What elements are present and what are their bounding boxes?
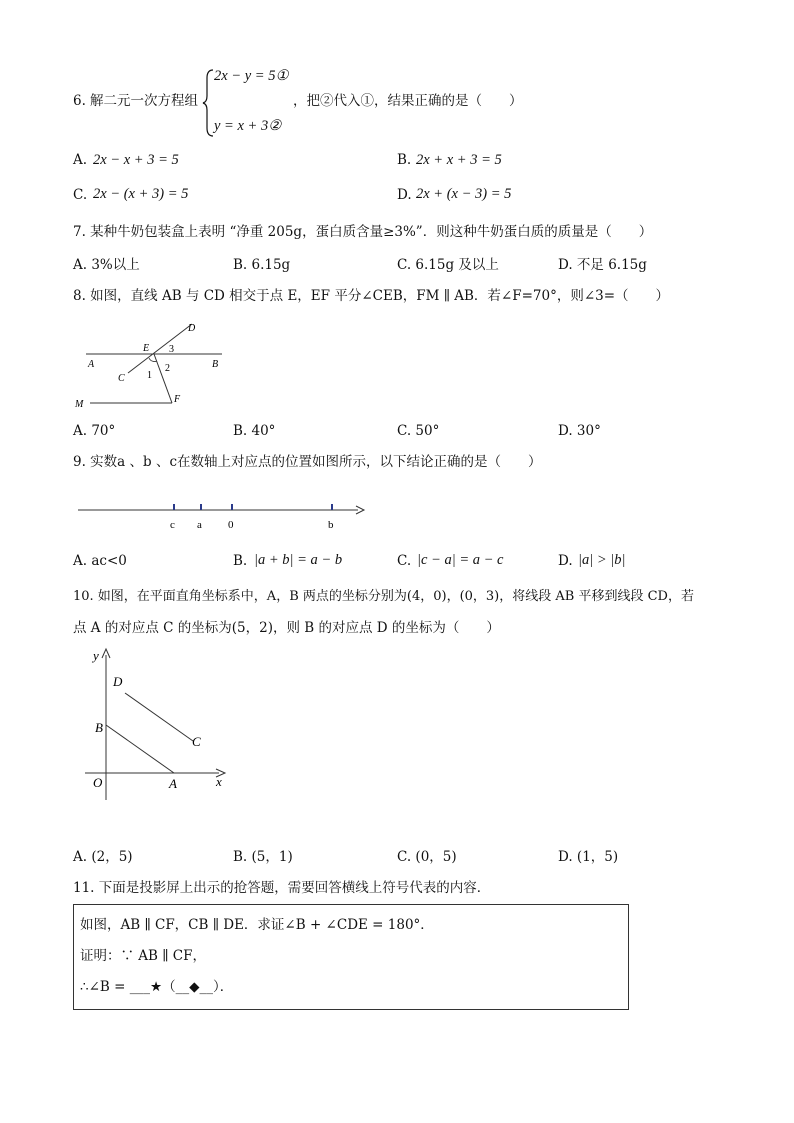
q8-label-d: D bbox=[188, 323, 196, 334]
q6-stem-a: 解二元一次方程组 bbox=[90, 93, 198, 109]
q8-figure bbox=[70, 318, 230, 413]
q6-stem-b: ，把②代入①，结果正确的是（ ） bbox=[293, 93, 523, 109]
q8-label-b: B bbox=[212, 359, 219, 370]
q8-option-a: A. 70° bbox=[73, 423, 116, 439]
q6-option-a: 2x − x + 3 = 5 bbox=[93, 152, 179, 168]
q6-option-d-label: D. bbox=[397, 187, 412, 203]
q10-option-c: C. (0，5) bbox=[397, 849, 457, 865]
q11-box-line-1: 如图，AB ∥ CF，CB ∥ DE．求证∠B + ∠CDE = 180°． bbox=[80, 917, 434, 933]
q6-option-b: 2x + x + 3 = 5 bbox=[416, 152, 502, 168]
q10-label-c: C bbox=[192, 734, 201, 749]
q9-option-c: |c − a| = a − c bbox=[417, 552, 504, 568]
q7-stem: 7. 某种牛奶包装盒上表明 “净重 205g，蛋白质含量≥3%”．则这种牛奶蛋白质的质量是（ ） bbox=[73, 224, 653, 240]
q8-option-d: D. 30° bbox=[558, 423, 601, 439]
q6-option-a-label: A. bbox=[73, 152, 88, 168]
q9-label-0: 0 bbox=[228, 519, 234, 531]
q7-option-d: D. 不足 6.15g bbox=[558, 257, 647, 273]
q8-label-a: A bbox=[88, 359, 95, 370]
q11-stem: 11. 下面是投影屏上出示的抢答题，需要回答横线上符号代表的内容． bbox=[73, 880, 491, 896]
q7-option-a: A. 3%以上 bbox=[73, 257, 140, 273]
q9-label-b: b bbox=[328, 519, 334, 531]
q10-label-x: x bbox=[216, 774, 222, 789]
q10-stem-line-1: 10. 如图，在平面直角坐标系中，A，B 两点的坐标分别为(4，0)，(0，3)，将线段 AB 平移到线段 CD，若 bbox=[73, 589, 694, 604]
q9-option-d-label: D. bbox=[558, 553, 573, 569]
q9-option-c-label: C. bbox=[397, 553, 412, 569]
q7-option-b: B. 6.15g bbox=[233, 257, 291, 273]
q6-option-b-label: B. bbox=[397, 152, 412, 168]
q9-label-a: a bbox=[197, 519, 202, 531]
q8-label-2: 2 bbox=[165, 363, 170, 374]
q9-label-c: c bbox=[170, 519, 175, 531]
q8-label-e: E bbox=[143, 343, 150, 354]
q10-stem-line-2: 点 A 的对应点 C 的坐标为(5，2)，则 B 的对应点 D 的坐标为（ ） bbox=[73, 620, 500, 636]
q9-stem: 9. 实数a 、b 、c在数轴上对应点的位置如图所示，以下结论正确的是（ ） bbox=[73, 454, 542, 470]
q9-option-b: |a + b| = a − b bbox=[254, 552, 343, 568]
q8-label-f: F bbox=[174, 394, 181, 405]
q8-label-1: 1 bbox=[147, 370, 152, 381]
q8-line-cd bbox=[128, 324, 192, 373]
q9-number-line bbox=[74, 498, 369, 536]
q10-label-b: B bbox=[95, 720, 103, 735]
q8-option-c: C. 50° bbox=[397, 423, 440, 439]
q6-equation-2: y = x + 3② bbox=[214, 118, 282, 134]
q8-label-c: C bbox=[118, 373, 125, 384]
q10-segment-cd bbox=[125, 693, 193, 741]
q6-number: 6. bbox=[73, 93, 86, 109]
q8-stem: 8. 如图，直线 AB 与 CD 相交于点 E，EF 平分∠CEB，FM ∥ AB．若∠F=70°，则∠3=（ ） bbox=[73, 288, 670, 304]
q11-box-line-3: ∴∠B = ___★（__◆__）． bbox=[80, 979, 234, 995]
q7-option-c: C. 6.15g 及以上 bbox=[397, 257, 499, 273]
q10-option-d: D. (1，5) bbox=[558, 849, 619, 865]
q6-equation-1: 2x − y = 5① bbox=[214, 68, 289, 84]
q10-segment-ab bbox=[106, 725, 174, 773]
q9-option-d: |a| > |b| bbox=[578, 552, 626, 568]
q10-label-o: O bbox=[93, 775, 103, 790]
q6-option-c-label: C. bbox=[73, 187, 88, 203]
q8-option-b: B. 40° bbox=[233, 423, 276, 439]
q9-option-a: A. ac<0 bbox=[73, 553, 127, 569]
q10-label-y: y bbox=[93, 648, 99, 663]
q11-box-line-2: 证明：∵ AB ∥ CF， bbox=[80, 948, 206, 964]
q9-option-b-label: B. bbox=[233, 553, 248, 569]
q8-label-3: 3 bbox=[169, 344, 174, 355]
q10-label-a: A bbox=[169, 776, 177, 791]
q10-option-a: A. (2，5) bbox=[73, 849, 133, 865]
q10-label-d: D bbox=[113, 674, 123, 689]
q10-option-b: B. (5，1) bbox=[233, 849, 293, 865]
q6-option-d: 2x + (x − 3) = 5 bbox=[416, 186, 512, 202]
q6-option-c: 2x − (x + 3) = 5 bbox=[93, 186, 189, 202]
q10-coordinate-figure bbox=[85, 645, 235, 805]
q8-label-m: M bbox=[75, 399, 84, 410]
